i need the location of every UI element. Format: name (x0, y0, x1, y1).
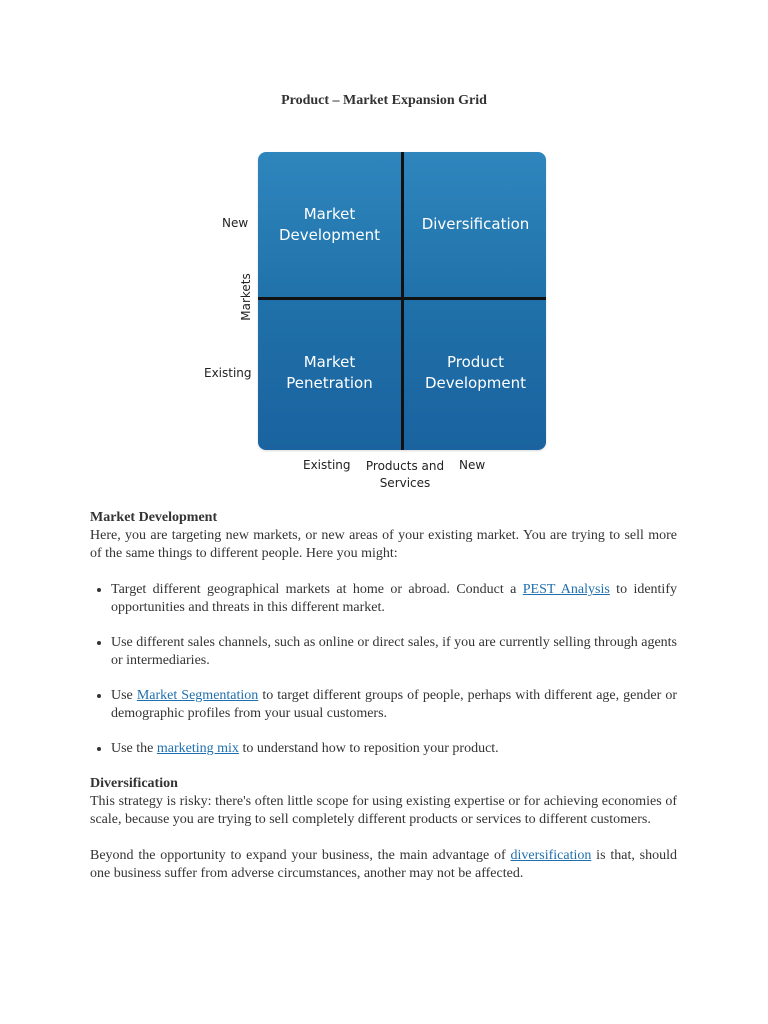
x-axis-existing-label: Existing (303, 458, 351, 472)
list-item: • Use different sales channels, such as online or direct sales, if you are currently selling through agents or intermediaries. (111, 634, 677, 670)
y-axis-existing-label: Existing (204, 366, 252, 380)
document-body (90, 509, 677, 883)
bullet-list (90, 581, 677, 758)
page-title: Product – Market Expansion Grid (281, 93, 487, 108)
section-heading-diversification: Diversification (90, 776, 178, 791)
list-item: • Use the marketing mix to understand how to reposition your product. (111, 740, 677, 758)
y-axis-new-label: New (222, 216, 249, 230)
cell-market-penetration: Market Penetration (286, 352, 373, 392)
market-segmentation-link[interactable]: Market Segmentation (136, 688, 259, 703)
section-intro: Here, you are targeting new markets, or new areas of your existing market. You are trying to sell more of the same things to different people. Here you might: (90, 528, 677, 561)
cell-product-development: Product Development (425, 352, 526, 392)
cell-diversification: Diversification (421, 215, 530, 233)
section-heading-market-development: Market Development (90, 510, 218, 525)
x-axis-new-label: New (459, 458, 486, 472)
y-axis-title: Markets (239, 273, 253, 321)
grid-matrix (258, 152, 546, 450)
list-item: • Use Market Segmentation to target different groups of people, perhaps with different age, gender or demographic profiles from your usual customers. (111, 687, 677, 723)
list-item: • Target different geographical markets at home or abroad. Conduct a PEST Analysis to identify opportunities and threats in this different market. (111, 581, 677, 617)
cell-market-development: Market Development (279, 204, 380, 244)
marketing-mix-link[interactable]: marketing mix (156, 741, 239, 756)
vertical-divider (401, 152, 404, 450)
diversification-link[interactable]: diversification (510, 848, 592, 863)
horizontal-divider (258, 297, 546, 300)
pest-analysis-link[interactable]: PEST Analysis (522, 582, 610, 597)
x-axis-title: Products and Services (365, 459, 445, 490)
diversification-paragraph-1: This strategy is risky: there's often little scope for using existing expertise or for achieving economies of scale, because you are trying to sell completely different products or services to different customers. (90, 794, 677, 827)
diversification-paragraph-2: Beyond the opportunity to expand your business, the main advantage of diversification is that, should one business suffer from adverse circumstances, another may not be affected. (90, 848, 677, 881)
